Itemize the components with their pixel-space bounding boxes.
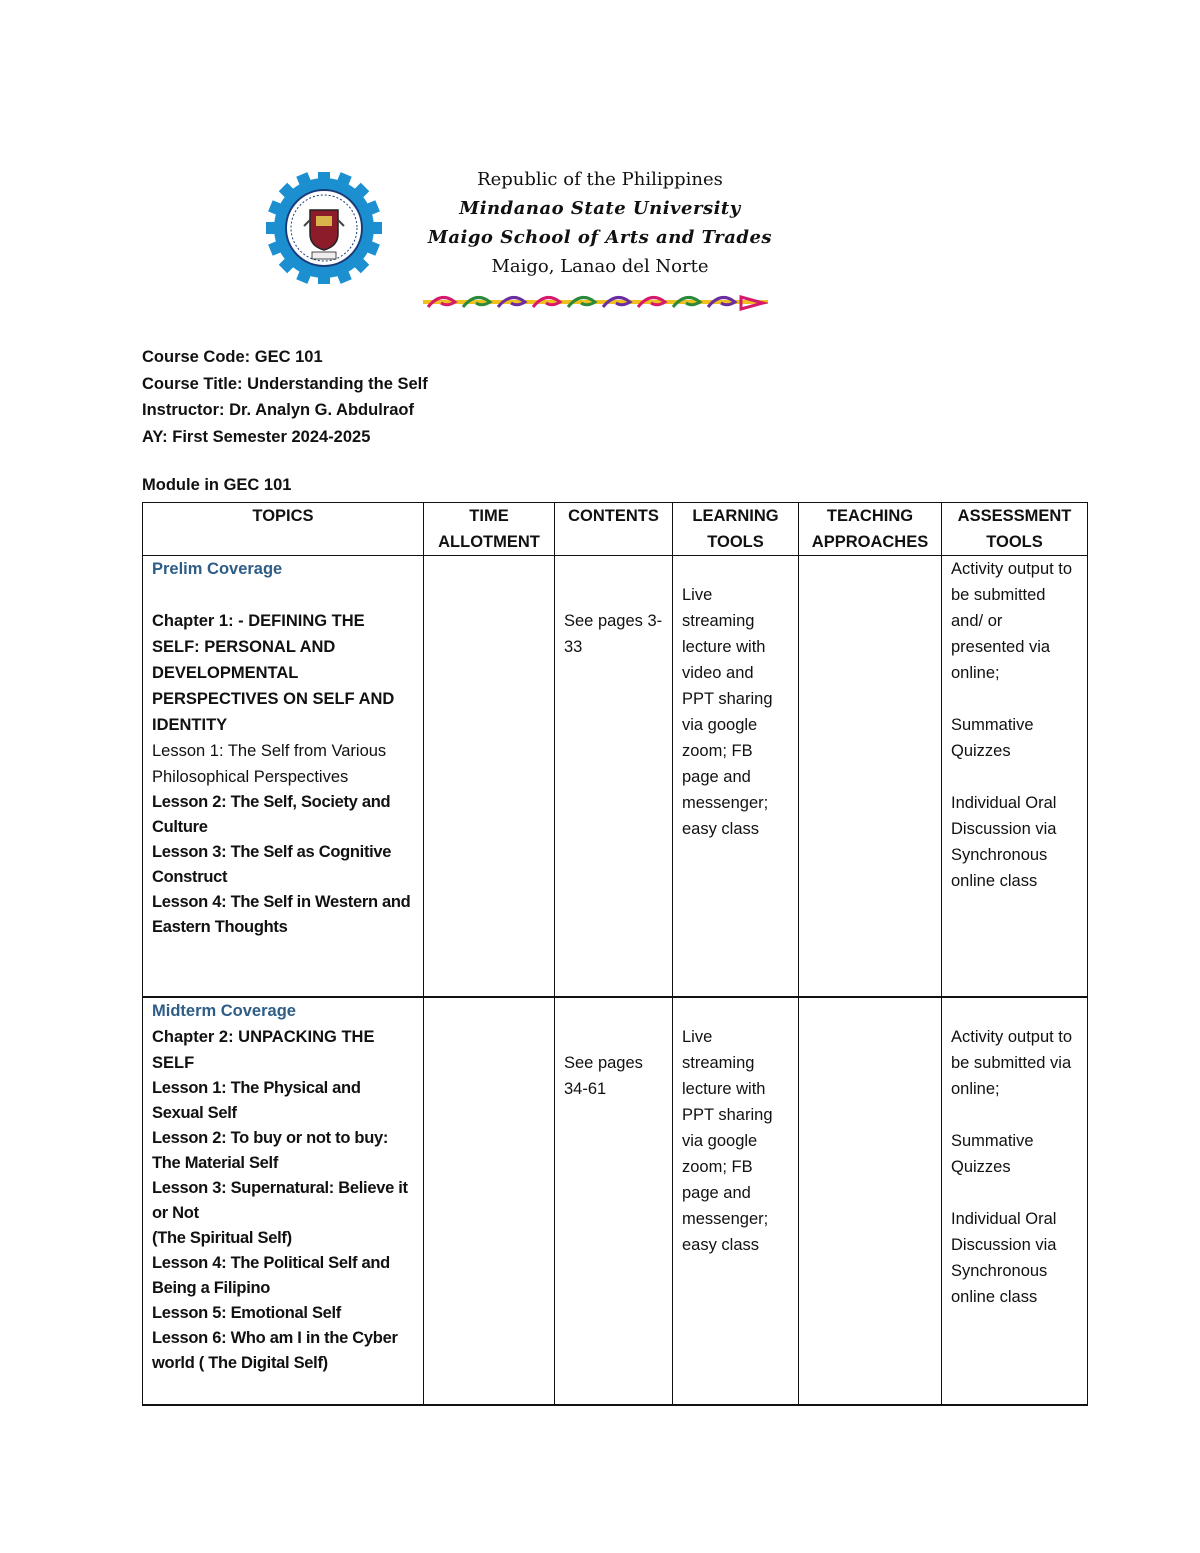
prelim-assessment-cell xyxy=(942,556,1088,998)
course-code: Course Code: GEC 101 xyxy=(142,348,323,366)
header-contents: CONTENTS xyxy=(555,503,673,556)
midterm-assessment-2: Summative Quizzes xyxy=(951,1132,1034,1176)
prelim-coverage-label: Prelim Coverage xyxy=(152,560,283,578)
midterm-contents-cell xyxy=(555,997,673,1405)
header-assessment-tools: ASSESSMENT TOOLS xyxy=(942,503,1088,556)
prelim-chapter: Chapter 1: - DEFINING THE SELF: PERSONAL AND DEVELOPMENTAL PERSPECTIVES ON SELF AND IDENTITY xyxy=(152,612,395,734)
module-title: Module in GEC 101 xyxy=(142,476,292,494)
prelim-assessment-2: Summative Quizzes xyxy=(951,716,1034,760)
prelim-lesson-1: Lesson 1: The Self from Various Philosophical Perspectives xyxy=(152,742,387,786)
midterm-assessment-3: Individual Oral Discussion via Synchronous online class xyxy=(951,1210,1057,1306)
course-title: Course Title: Understanding the Self xyxy=(142,374,428,393)
midterm-lesson-3-subtitle: (The Spiritual Self) xyxy=(152,1229,292,1247)
prelim-lesson-2: Lesson 2: The Self, Society and Culture xyxy=(152,793,391,836)
midterm-lesson-1: Lesson 1: The Physical and Sexual Self xyxy=(152,1079,361,1122)
prelim-learning-tools: Live streaming lecture with video and PPT sharing via google zoom; FB page and messenger; easy class xyxy=(682,586,773,838)
midterm-lesson-3: Lesson 3: Supernatural: Believe it or Not xyxy=(152,1179,408,1222)
midterm-lesson-4: Lesson 4: The Political Self and Being a Filipino xyxy=(152,1254,390,1297)
header-topics: TOPICS xyxy=(143,503,424,556)
prelim-assessment-1: Activity output to be submitted and/ or presented via online; xyxy=(951,560,1073,682)
module-table xyxy=(142,502,1088,1406)
midterm-lesson-5: Lesson 5: Emotional Self xyxy=(152,1304,342,1322)
university-seal-logo xyxy=(262,172,392,284)
prelim-learning-cell xyxy=(673,556,799,998)
header-teaching-approaches: TEACHING APPROACHES xyxy=(799,503,942,556)
midterm-teaching-cell xyxy=(799,997,942,1405)
prelim-contents: See pages 3-33 xyxy=(564,612,663,656)
table-header-row xyxy=(143,503,1088,556)
midterm-lesson-6: Lesson 6: Who am I in the Cyber world ( The Digital Self) xyxy=(152,1329,398,1372)
school-location: Maigo, Lanao del Norte xyxy=(491,256,709,277)
midterm-learning-tools: Live streaming lecture with PPT sharing via google zoom; FB page and messenger; easy class xyxy=(682,1028,773,1254)
school-name: Maigo School of Arts and Trades xyxy=(427,227,773,248)
midterm-lesson-2: Lesson 2: To buy or not to buy: The Material Self xyxy=(152,1129,389,1172)
midterm-topics-cell xyxy=(143,997,424,1405)
prelim-lesson-3: Lesson 3: The Self as Cognitive Construct xyxy=(152,843,392,886)
midterm-assessment-cell xyxy=(942,997,1088,1405)
midterm-time-cell xyxy=(424,997,555,1405)
prelim-lesson-4: Lesson 4: The Self in Western and Eastern Thoughts xyxy=(152,893,411,936)
republic-line: Republic of the Philippines xyxy=(477,169,723,190)
prelim-assessment-3: Individual Oral Discussion via Synchronous online class xyxy=(951,794,1057,890)
prelim-teaching-cell xyxy=(799,556,942,998)
prelim-contents-cell xyxy=(555,556,673,998)
header-learning-tools: LEARNING TOOLS xyxy=(673,503,799,556)
table-row-midterm xyxy=(143,997,1088,1405)
table-row-prelim xyxy=(143,556,1088,998)
midterm-learning-cell xyxy=(673,997,799,1405)
course-instructor: Instructor: Dr. Analyn G. Abdulraof xyxy=(142,401,414,419)
prelim-topics-cell xyxy=(143,556,424,998)
midterm-assessment-1: Activity output to be submitted via online; xyxy=(951,1028,1073,1098)
academic-year: AY: First Semester 2024-2025 xyxy=(142,427,371,446)
prelim-time-cell xyxy=(424,556,555,998)
header-time-allotment: TIME ALLOTMENT xyxy=(424,503,555,556)
university-name: Mindanao State University xyxy=(459,198,741,219)
decorative-border-divider xyxy=(423,293,768,311)
midterm-coverage-label: Midterm Coverage xyxy=(152,1002,296,1020)
midterm-contents: See pages 34-61 xyxy=(564,1054,643,1098)
midterm-chapter: Chapter 2: UNPACKING THE SELF xyxy=(152,1028,375,1072)
course-info xyxy=(142,344,428,450)
letterhead-text xyxy=(400,165,800,281)
